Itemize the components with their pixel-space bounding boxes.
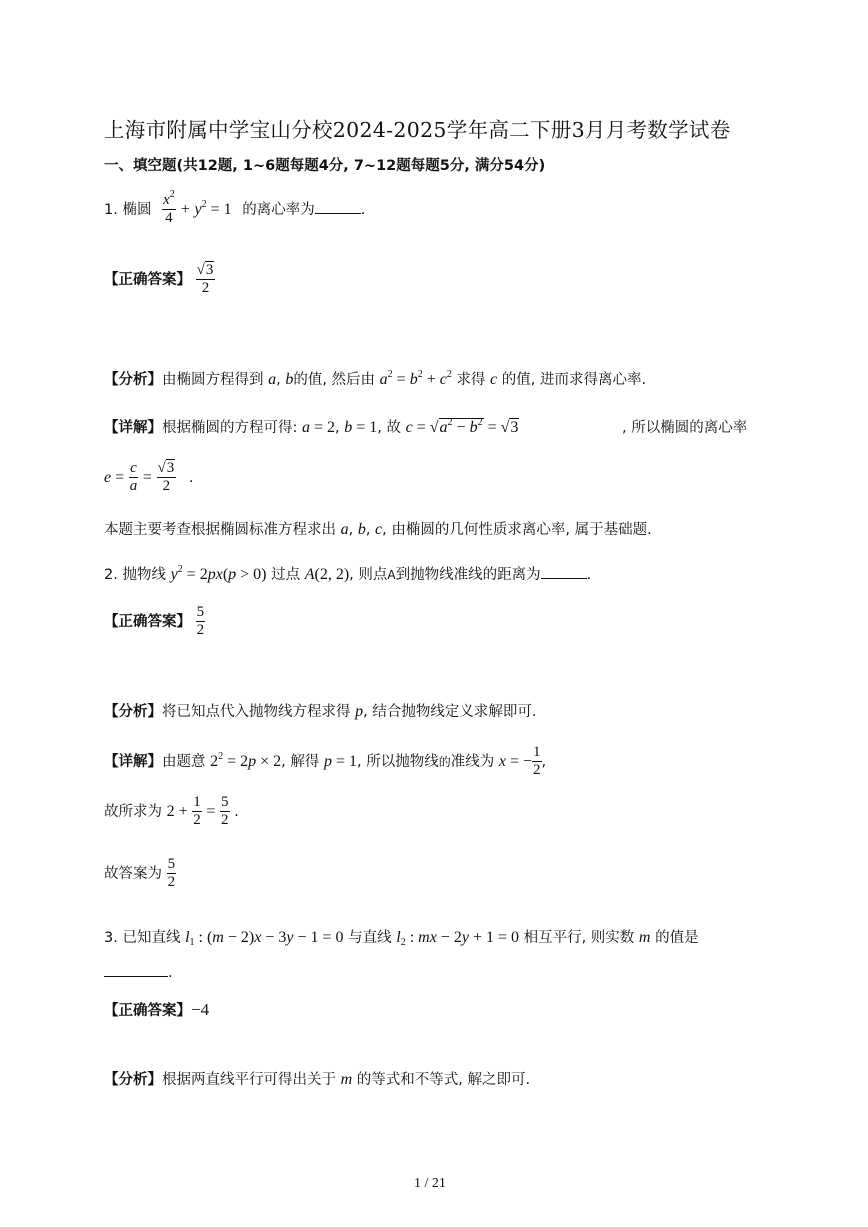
- question-number: 3.: [104, 930, 118, 946]
- note-1: 本题主要考查根据椭圆标准方程求出 a, b, c, 由椭圆的几何性质求离心率, 属于基础题.: [104, 521, 652, 538]
- ellipse-equation: $\frac{x^2}{4}$ + $y^2 = 1$: [163, 189, 232, 227]
- question-2: 2. 抛物线 $y^2 = 2px(p > 0)$ 过点 A(2, 2), 则点A到抛物线准线的距离为 .: [104, 564, 592, 583]
- page-number: 1 / 21: [414, 1176, 446, 1191]
- analysis-1: 【分析】由椭圆方程得到 a, b的值, 然后由 $a^2 = b^2 + c^2$ 求得 c 的值, 进而求得离心率.: [104, 369, 647, 388]
- analysis-3: 【分析】根据两直线平行可得出关于 m 的等式和不等式, 解之即可.: [104, 1071, 531, 1088]
- detail-1-tail: , 所以椭圆的离心率: [622, 420, 748, 436]
- so-line-2: 故所求为 2 + $\frac{1}{2}$ = $\frac{5}{2}$ .: [104, 794, 239, 829]
- question-3: 3. 已知直线 $l_1$ : (m − 2)x − 3y − 1 = 0 与直线 $l_2$ : mx − 2y + 1 = 0 相互平行, 则实数 m 的值是: [104, 929, 699, 948]
- detail-2: 【详解】由题意 $2^2 = 2p \times 2$, 解得 p = 1, 所以抛物线的准线为 x = − $\frac{1}{2}$ ,: [104, 744, 547, 779]
- question-1: 1. 椭圆 $\frac{x^2}{4}$ + $y^2 = 1$ 的离心率为 .: [104, 189, 366, 227]
- document-title: 上海市附属中学宝山分校2024-2025学年高二下册3月月考数学试卷: [104, 118, 731, 142]
- final-answer-2: 故答案为 $\frac{5}{2}$: [104, 856, 176, 891]
- question-number: 2.: [104, 567, 118, 583]
- eccentricity-formula: e = $\frac{c}{a}$ = $\frac{√3}{2}$ .: [104, 460, 194, 495]
- answer-2: 【正确答案】 $\frac{5}{2}$: [104, 604, 205, 639]
- answer-1: 【正确答案】 $\frac{√3}{2}$: [104, 262, 214, 297]
- answer-3: 【正确答案】−4: [104, 1000, 210, 1019]
- answer-fraction: $\frac{√3}{2}$: [196, 262, 214, 297]
- question-number: 1.: [104, 201, 118, 218]
- question-3-blank: .: [104, 962, 173, 982]
- analysis-2: 【分析】将已知点代入抛物线方程求得 p, 结合抛物线定义求解即可.: [104, 703, 537, 720]
- detail-1: 【详解】根据椭圆的方程可得: a = 2, b = 1, 故 $c = √a^2 - b^2 = √3$: [104, 417, 519, 436]
- section-heading: 一、填空题(共12题, 1~6题每题4分, 7~12题每题5分, 满分54分): [104, 158, 546, 174]
